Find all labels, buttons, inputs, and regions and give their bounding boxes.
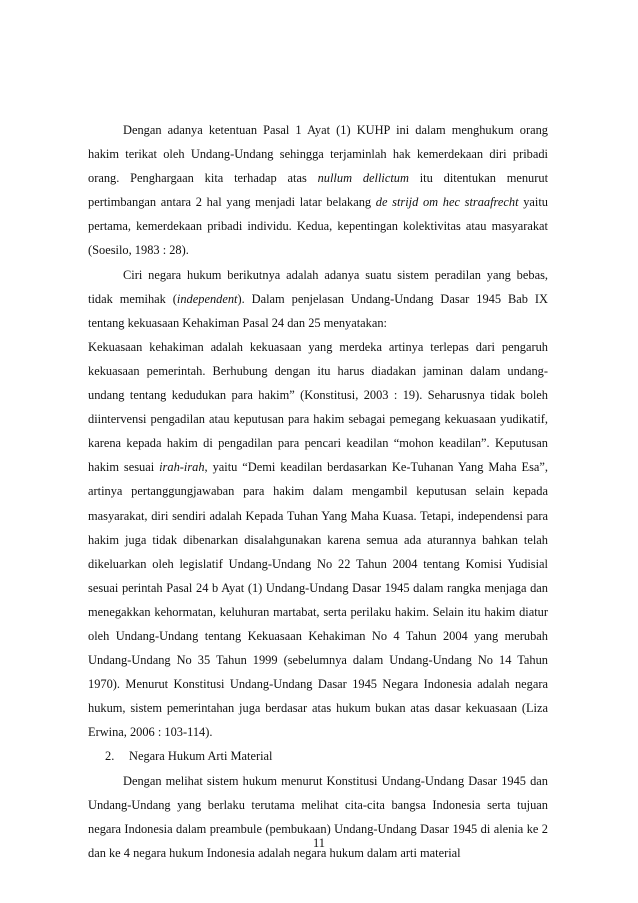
text-segment: Kekuasaan kehakiman adalah kekuasaan yang merdeka artinya terlepas dari pengaruh kekuasaan pemerintah. Berhubung dengan itu harus diadakan jaminan dalam undang-undang tentang kedudukan para hakim” (Konstitusi, 2003 : 19). Seharusnya tidak boleh diintervensi pengadilan atau keputusan para hakim sebagai pemegang kekuasaan yudikatif, karena kepada hakim di pengadilan para pencari keadilan “mohon keadilan”. Keputusan hakim sesuai [88, 339, 548, 475]
italic-term: independent [176, 291, 238, 306]
text-segment: , yaitu “Demi keadilan berdasarkan Ke-Tuhanan Yang Maha Esa”, artinya pertanggungjawaban para hakim dalam mengambil keputusan selain kepada masyarakat, diri sendiri adalah Kepada Tuhan Yang Maha Kuasa. Tetapi, independensi para hakim juga tidak dibenarkan disalahgunakan karena semua ada aturannya bahkan telah dikeluarkan oleh legislatif Undang-Undang No 22 Tahun 2004 tentang Komisi Yudisial sesuai perintah Pasal 24 b Ayat (1) Undang-Undang Dasar 1945 dalam rangka menjaga dan menegakkan kehormatan, keluhuran martabat, serta perilaku hakim. Selain itu hakim diatur oleh Undang-Undang tentang Kekuasaan Kehakiman No 4 Tahun 2004 yang merubah Undang-Undang No 35 Tahun 1999 (sebelumnya dalam Undang-Undang No 14 Tahun 1970). Menurut Konstitusi Undang-Undang Dasar 1945 Negara Indonesia adalah negara hukum, sistem pemerintahan juga berdasar atas hukum bukan atas dasar kekuasaan (Liza Erwina, 2006 : 103-114). [88, 460, 548, 740]
section-title: Negara Hukum Arti Material [129, 749, 273, 764]
text-segment: itu ditentukan menurut pertimbangan antara 2 hal yang menjadi latar belakang [88, 171, 549, 210]
italic-term: irah-irah [159, 460, 205, 475]
text-segment: ). Dalam penjelasan Undang-Undang Dasar 1945 Bab IX tentang kekuasaan Kehakiman Pasal 24 dan 25 menyatakan: [88, 291, 548, 330]
body-text [88, 118, 548, 865]
italic-term: nullum dellictum [317, 171, 409, 186]
section-heading [88, 744, 548, 768]
section-number: 2. [105, 749, 115, 764]
paragraph-3 [88, 335, 548, 745]
text-segment: yaitu pertama, kemerdekaan pribadi individu. Kedua, kepentingan kolektivitas atau masyarakat (Soesilo, 1983 : 28). [88, 195, 549, 258]
paragraph-4: Dengan melihat sistem hukum menurut Konstitusi Undang-Undang Dasar 1945 dan Undang-Undang yang berlaku terutama melihat cita-cita bangsa Indonesia serta tujuan negara Indonesia dalam preambule (pembukaan) Undang-Undang Dasar 1945 di alenia ke 2 dan ke 4 negara hukum Indonesia adalah negara hukum dalam arti material [88, 773, 548, 860]
italic-term: de strijd om hec straafrecht [375, 195, 519, 210]
page-number: 11 [313, 836, 325, 850]
text-segment: Ciri negara hukum berikutnya adalah adanya suatu sistem peradilan yang bebas, tidak memihak ( [88, 267, 548, 306]
paragraph-2 [88, 263, 548, 335]
paragraph-1 [88, 118, 548, 263]
text-segment: Dengan adanya ketentuan Pasal 1 Ayat (1) KUHP ini dalam menghukum orang hakim terikat oleh Undang-Undang sehingga terjaminlah hak kemerdekaan diri pribadi orang. Penghargaan kita terhadap atas [88, 123, 548, 186]
